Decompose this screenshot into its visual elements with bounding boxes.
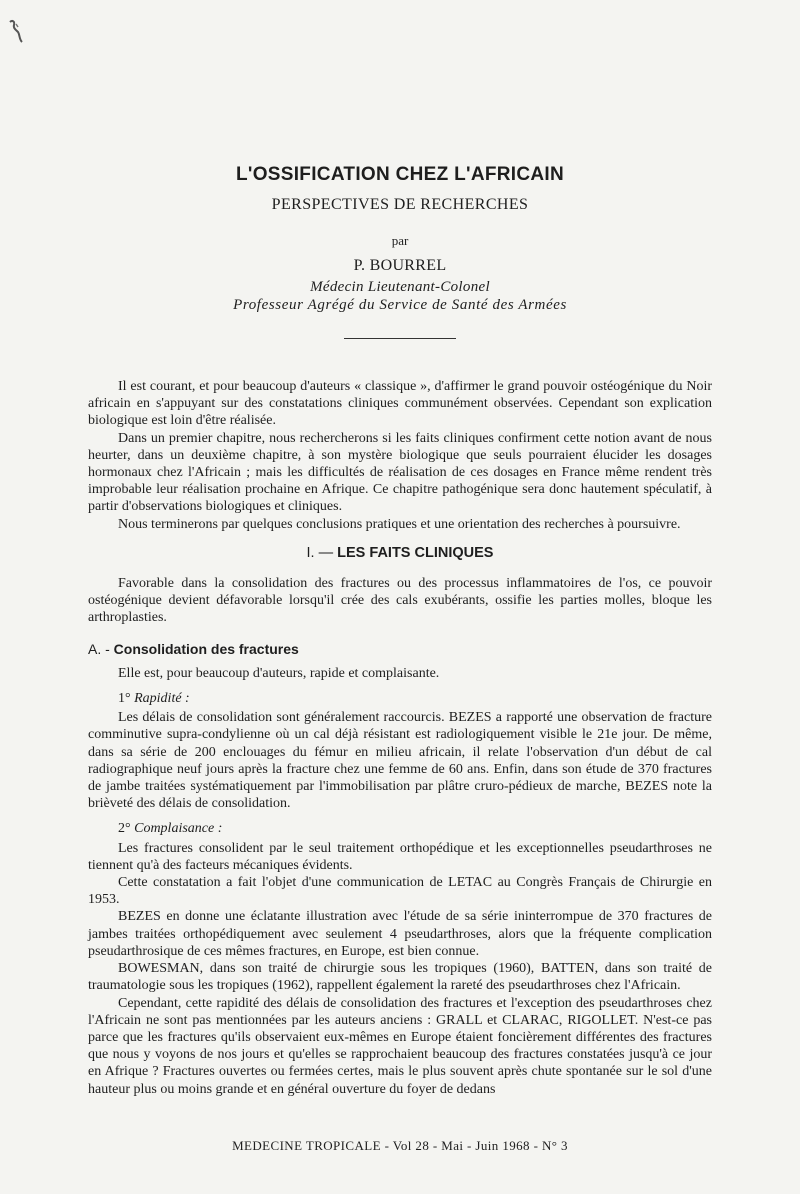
intro-paragraph: Il est courant, et pour beaucoup d'auteurs « classique », d'affirmer le grand pouvoir ostéogénique du Noir africain en s'appuyant sur des constatations cliniques communément observées. Cependant son explication biologique est loin d'être réalisée.: [88, 379, 712, 429]
subsection-lead: Elle est, pour beaucoup d'auteurs, rapide et complaisante.: [118, 665, 440, 681]
article-body: [88, 378, 712, 1098]
corner-ink-mark: [6, 18, 28, 46]
author-rank: Médecin Lieutenant-Colonel: [310, 279, 490, 295]
section-heading: [88, 545, 712, 562]
point-paragraph: Cette constatation a fait l'objet d'une communication de LETAC au Congrès Français de Chirurgie en 1953.: [88, 875, 712, 908]
point-paragraph: Cependant, cette rapidité des délais de consolidation des fractures et l'exception des pseudarthroses chez l'Africain ne sont pas mentionnées par les auteurs anciens : GRALL et CLARAC, RIGOLLET. N'est-ce pas parce que les fractures qu'ils observaient eux-mêmes en Europe étaient foncièrement différentes des fractures que nous y voyons de nos jours et qu'elles se rapprochaient beaucoup des fractures constatées jusqu'à ce jour en Afrique ? Fractures ouvertes ou fermées certes, mais le plus souvent après chute spontanée sur le sol d'une hauteur plus ou moins grande et en général ouverture du foyer de dedans: [88, 995, 712, 1097]
article-subtitle: PERSPECTIVES DE RECHERCHES: [271, 196, 529, 213]
author-position: Professeur Agrégé du Service de Santé des Armées: [233, 297, 567, 313]
article-title: L'OSSIFICATION CHEZ L'AFRICAIN: [235, 164, 564, 185]
section-title: LES FAITS CLINIQUES: [337, 544, 494, 561]
point-heading: [118, 690, 712, 707]
point-paragraph: Les fractures consolident par le seul traitement orthopédique et les exceptionnelles pseudarthroses ne tiennent qu'à des facteurs mécaniques évidents.: [88, 840, 712, 873]
subsection-label: A. -: [88, 640, 110, 657]
intro-paragraph: Dans un premier chapitre, nous rechercherons si les faits cliniques confirment cette notion avant de nous heurter, dans un deuxième chapitre, à son mystère biologique que seuls pourraient élucider les dosages hormonaux chez l'Africain ; mais les difficultés de réalisation de ces dosages en France même rendent très improbable leur réalisation prochaine en Afrique. Ce chapitre pathogénique sera donc hautement spéculatif, à partir d'observations biologiques et cliniques.: [88, 430, 712, 515]
point-paragraph: BOWESMAN, dans son traité de chirurgie sous les tropiques (1960), BATTEN, dans son traité de traumatologie sous les tropiques (1962), rappellent également la rareté des pseudarthroses chez l'Africain.: [88, 961, 712, 994]
point-heading: [118, 820, 712, 837]
subsection-heading: [88, 641, 712, 658]
point-number: 2°: [118, 821, 135, 837]
title-divider: [344, 338, 456, 339]
author-name: P. BOURREL: [353, 257, 447, 274]
point-label: Complaisance :: [134, 821, 223, 837]
section-paragraph: Favorable dans la consolidation des fractures ou des processus inflammatoires de l'os, ce pouvoir ostéogénique devient défavorable lorsqu'il crée des cals exubérants, ossifie les parties molles, bloque les arthroplasties.: [88, 576, 712, 626]
point-paragraph: BEZES en donne une éclatante illustration avec l'étude de sa série ininterrompue de 370 fractures de jambes traitées orthopédiquement avec seulement 4 pseudarthroses, alors que la fréquente complication pseudarthrosique de ces mêmes fractures, en Europe, est bien connue.: [88, 909, 712, 959]
subsection-title: Consolidation des fractures: [113, 640, 299, 657]
journal-footer: MEDECINE TROPICALE - Vol 28 - Mai - Juin 1968 - N° 3: [232, 1138, 568, 1153]
point-paragraph: Les délais de consolidation sont généralement raccourcis. BEZES a rapporté une observation de fracture comminutive supra-condylienne où un cal déjà résistant est radiologiquement visible le 21e jour. De même, dans sa série de 200 enclouages du fémur en milieu africain, il relate l'observation d'un début de cal radiographique neuf jours après la fracture chez une femme de 60 ans. Enfin, dans son étude de 370 fractures de jambe traitées systématiquement par l'immobilisation par plâtre cruro-pédieux de marche, BEZES note la brièveté des délais de consolidation.: [88, 710, 712, 812]
point-label: Rapidité :: [134, 691, 190, 707]
by-line: par: [391, 233, 409, 248]
point-number: 1°: [118, 691, 135, 707]
intro-paragraph: Nous terminerons par quelques conclusions pratiques et une orientation des recherches à poursuivre.: [118, 516, 681, 532]
section-number: I. —: [306, 544, 334, 561]
